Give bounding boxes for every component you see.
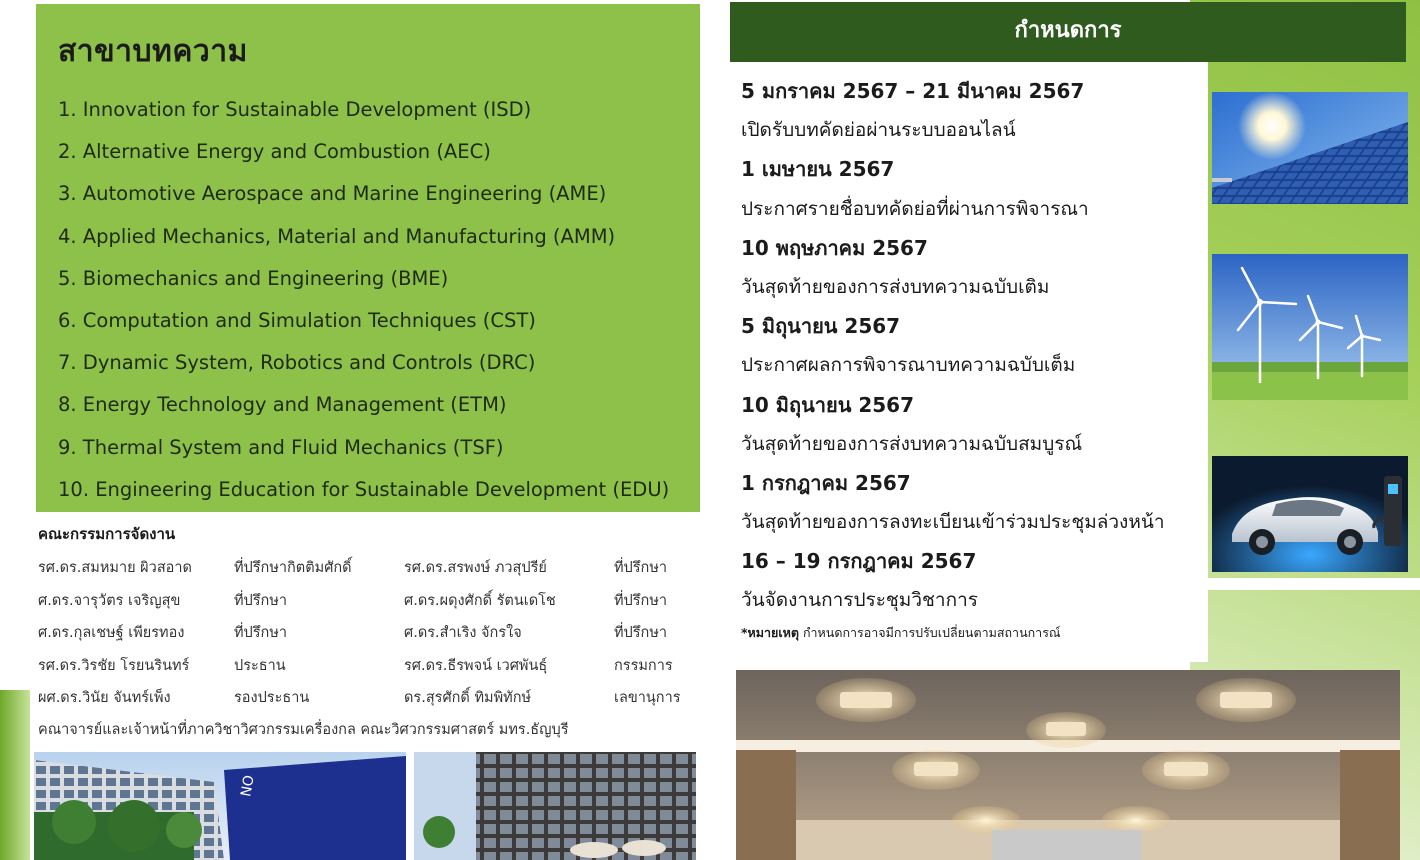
schedule-description: วันจัดงานการประชุมวิชาการ: [741, 589, 978, 612]
schedule-body: [730, 62, 1208, 643]
committee-name: รศ.ดร.วิรชัย โรยนรินทร์: [38, 657, 190, 674]
committee-name: ศ.ดร.จารุวัตร เจริญสุข: [38, 592, 181, 609]
ballroom-photo: [736, 670, 1400, 860]
schedule-header: กำหนดการ: [730, 2, 1406, 62]
committee-role: ที่ปรึกษา: [234, 625, 288, 641]
ev-charging-photo: [1212, 456, 1408, 572]
schedule-description: วันสุดท้ายของการส่งบทความฉบับสมบูรณ์: [741, 432, 1083, 455]
topic-item: 5. Biomechanics and Engineering (BME): [58, 266, 449, 290]
committee-grid: [38, 552, 698, 715]
schedule-description: เปิดรับบทคัดย่อผ่านระบบออนไลน์: [741, 119, 1016, 142]
committee-name: รศ.ดร.สมหมาย ผิวสอาด: [38, 560, 192, 576]
committee-role: เลขานุการ: [614, 690, 681, 706]
green-left-wedge: [0, 690, 30, 860]
schedule-remark: [741, 623, 1198, 643]
svg-text:NO: NO: [238, 774, 258, 798]
schedule-panel: [730, 2, 1208, 662]
committee-role: ประธาน: [234, 657, 286, 674]
committee-name: รศ.ดร.สรพงษ์ ภวสุปรีย์: [404, 560, 547, 576]
topic-item: 1. Innovation for Sustainable Development (ISD): [58, 98, 532, 121]
committee-role: รองประธาน: [234, 690, 310, 706]
committee-section: [38, 522, 698, 745]
committee-name: ดร.สุรศักดิ์ ทิมพิทักษ์: [404, 690, 532, 706]
topic-item: 4. Applied Mechanics, Material and Manufacturing (AMM): [58, 224, 616, 248]
committee-role: ที่ปรึกษา: [614, 592, 668, 609]
topic-item: 2. Alternative Energy and Combustion (AEC): [58, 140, 491, 164]
schedule-date: 16 – 19 กรกฎาคม 2567: [741, 549, 977, 574]
topic-item: 7. Dynamic System, Robotics and Controls (DRC): [58, 351, 536, 375]
committee-note: คณาจารย์และเจ้าหน้าที่ภาควิชาวิศวกรรมเครื่องกล คณะวิศวกรรมศาสตร์ มทร.ธัญบุรี: [38, 721, 569, 738]
committee-role: ที่ปรึกษา: [614, 625, 668, 641]
wind-turbines-photo: [1212, 254, 1408, 400]
schedule-date: 1 กรกฎาคม 2567: [741, 470, 911, 495]
topic-item: 8. Energy Technology and Management (ETM): [58, 393, 507, 417]
committee-role: ที่ปรึกษากิตติมศักดิ์: [234, 560, 352, 576]
committee-role: ที่ปรึกษา: [614, 560, 668, 576]
remark-label: *หมายเหตุ: [741, 624, 799, 640]
topics-panel: [36, 4, 700, 512]
committee-name: รศ.ดร.ธีรพจน์ เวศพันธุ์: [404, 657, 548, 674]
schedule-date: 10 มิถุนายน 2567: [741, 392, 915, 417]
committee-role: กรรมการ: [614, 657, 673, 674]
topic-item: 9. Thermal System and Fluid Mechanics (TSF): [58, 435, 504, 459]
committee-name: ศ.ดร.กุลเชษฐ์ เพียรทอง: [38, 625, 185, 641]
schedule-description: ประกาศรายชื่อบทคัดย่อที่ผ่านการพิจารณา: [741, 197, 1089, 220]
schedule-description: ประกาศผลการพิจารณาบทความฉบับเต็ม: [741, 354, 1076, 377]
hotel-exterior-photo: [34, 752, 696, 860]
committee-name: ศ.ดร.สำเริง จักรใจ: [404, 625, 522, 641]
committee-role: ที่ปรึกษา: [234, 592, 288, 609]
schedule-description: วันสุดท้ายของการลงทะเบียนเข้าร่วมประชุมล่วงหน้า: [741, 511, 1165, 534]
committee-name: ผศ.ดร.วินัย จันทร์เพ็ง: [38, 690, 171, 706]
topics-title: สาขาบทความ: [58, 34, 248, 69]
schedule-date: 1 เมษายน 2567: [741, 157, 895, 182]
divider-strip: [1208, 578, 1420, 590]
topic-item: 10. Engineering Education for Sustainable Development (EDU): [58, 477, 670, 501]
committee-title: คณะกรรมการจัดงาน: [38, 525, 176, 543]
topic-item: 6. Computation and Simulation Techniques (CST): [58, 308, 536, 332]
committee-name: ศ.ดร.ผดุงศักดิ์ รัตนเดโช: [404, 592, 556, 609]
schedule-date: 10 พฤษภาคม 2567: [741, 235, 928, 260]
topic-list: [58, 89, 678, 511]
remark-text: กำหนดการอาจมีการปรับเปลี่ยนตามสถานการณ์: [799, 624, 1061, 640]
solar-panels-photo: [1212, 92, 1408, 204]
schedule-date: 5 มกราคม 2567 – 21 มีนาคม 2567: [741, 79, 1085, 103]
topic-item: 3. Automotive Aerospace and Marine Engineering (AME): [58, 182, 607, 206]
schedule-date: 5 มิถุนายน 2567: [741, 314, 901, 339]
schedule-description: วันสุดท้ายของการส่งบทความฉบับเติม: [741, 275, 1050, 298]
